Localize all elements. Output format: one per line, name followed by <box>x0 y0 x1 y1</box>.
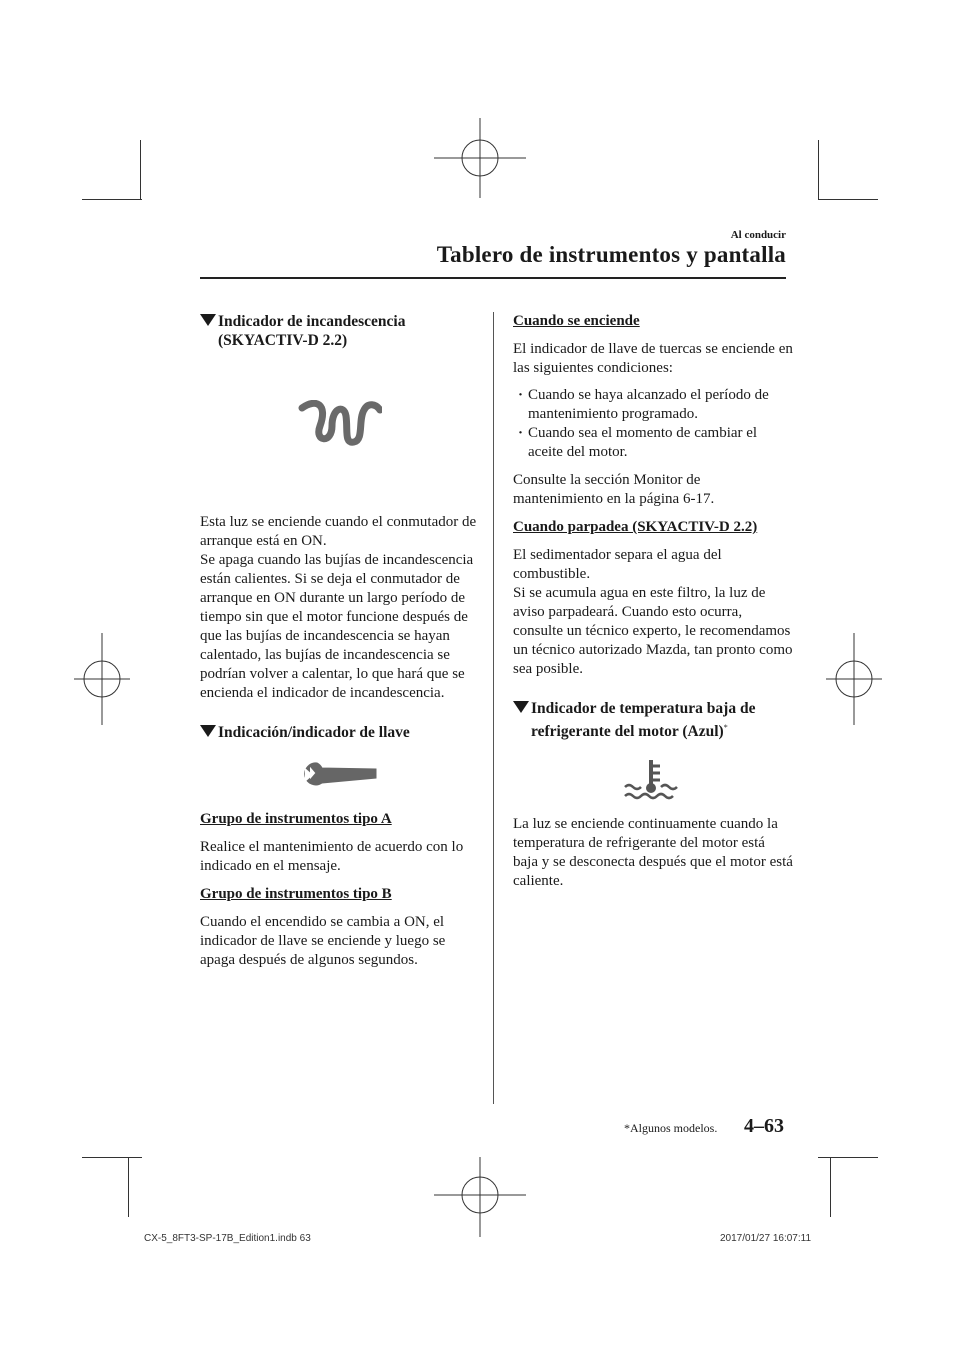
glow-plug-coil-icon <box>200 400 480 470</box>
type-a-text: Realice el mantenimiento de acuerdo con lo indicado en el mensaje. <box>200 839 464 874</box>
blink-text-2: Si se acumula agua en este filtro, la luz de aviso parpadeará. Cuando esto ocurra, consulte un técnico experto, le recomendamos un técnico autorizado Mazda, tan pronto como sea posible. <box>513 585 793 677</box>
coolant-heading <box>513 699 793 741</box>
registration-mark-bottom <box>434 1157 526 1237</box>
coolant-text: La luz se enciende continuamente cuando la temperatura de refrigerante del motor está baja y se desconecta después que el motor está caliente. <box>513 816 793 890</box>
type-b-title: Grupo de instrumentos tipo B <box>200 886 392 902</box>
page-title: Tablero de instrumentos y pantalla <box>436 242 786 267</box>
models-asterisk: * <box>723 723 728 732</box>
glow-paragraph-1: Esta luz se enciende cuando el conmutador de arranque está en ON. <box>200 514 477 549</box>
registration-mark-top <box>434 118 526 198</box>
triangle-bullet-icon <box>200 314 216 326</box>
wrench-icon <box>200 759 480 794</box>
blink-title: Cuando parpadea (SKYACTIV-D 2.2) <box>513 519 758 535</box>
print-timestamp: 2017/01/27 16:07:11 <box>720 1233 812 1244</box>
list-item: · Cuando se haya alcanzado el período de mantenimiento programado. <box>513 386 793 424</box>
type-b-text: Cuando el encendido se cambia a ON, el indicador de llave se enciende y luego se apaga después de algunos segundos. <box>200 914 446 968</box>
on-title: Cuando se enciende <box>513 313 640 329</box>
left-column <box>200 312 480 970</box>
glow-heading-line2: (SKYACTIV-D 2.2) <box>218 332 348 349</box>
header-rule <box>200 277 786 279</box>
see-text: Consulte la sección Monitor de mantenimiento en la página 6-17. <box>513 472 715 507</box>
blink-text-1: El sedimentador separa el agua del combustible. <box>513 547 722 582</box>
print-file-name: CX-5_8FT3-SP-17B_Edition1.indb 63 <box>144 1233 311 1244</box>
page-number: 4–63 <box>744 1115 784 1137</box>
footnote: *Algunos modelos. <box>624 1121 718 1135</box>
coolant-temperature-icon <box>513 757 793 803</box>
right-column <box>513 312 793 891</box>
triangle-bullet-icon <box>513 701 529 713</box>
column-divider <box>493 312 494 1104</box>
wrench-heading <box>200 723 480 742</box>
list-item: · Cuando sea el momento de cambiar el aceite del motor. <box>513 424 793 462</box>
section-label: Al conducir <box>730 229 786 241</box>
glow-heading <box>200 312 480 350</box>
glow-heading-line1: Indicador de incandescencia <box>218 313 406 330</box>
coolant-heading-line1: Indicador de temperatura baja de <box>531 700 756 717</box>
triangle-bullet-icon <box>200 725 216 737</box>
coolant-heading-line2: refrigerante del motor (Azul) <box>531 723 724 741</box>
registration-mark-right <box>826 633 882 725</box>
on-text: El indicador de llave de tuercas se enciende en las siguientes condiciones: <box>513 341 793 376</box>
glow-paragraph-2: Se apaga cuando las bujías de incandescencia están calientes. Si se deja el conmutador de arranque en ON durante un largo período de tiempo sin que el motor funcione después de que las bujías de incandescencia se hayan calentado, las bujías de incandescencia se podrían volver a calentar, lo que hará que se encienda el indicador de incandescencia. <box>200 552 474 701</box>
registration-mark-left <box>74 633 130 725</box>
on-conditions-list <box>513 386 793 462</box>
wrench-heading-text: Indicación/indicador de llave <box>218 724 410 741</box>
type-a-title: Grupo de instrumentos tipo A <box>200 811 392 827</box>
